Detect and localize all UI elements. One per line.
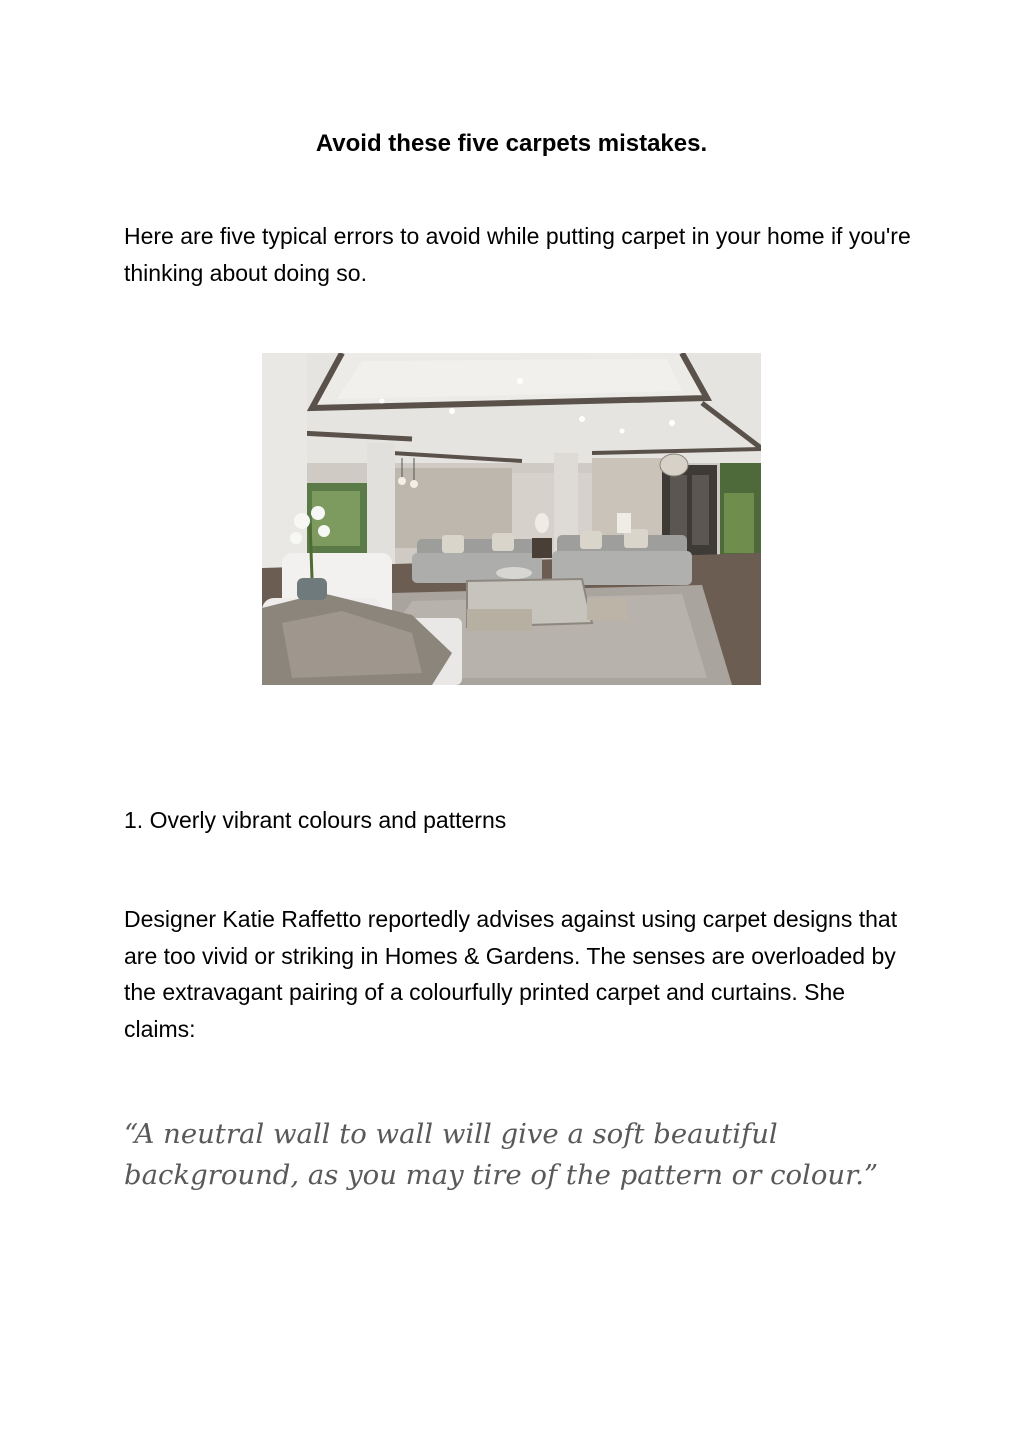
designer-quote: “A neutral wall to wall will give a soft beautiful background, as you may tire of the pattern or colour.” [124,1118,879,1191]
intro-paragraph: Here are five typical errors to avoid while putting carpet in your home if you're thinking about doing so. [124,223,911,286]
living-room-photo [262,353,761,685]
document-title: Avoid these five carpets mistakes. [315,130,708,157]
section-body: Designer Katie Raffetto reportedly advises against using carpet designs that are too vivid or striking in Homes & Gardens. The senses are overloaded by the extravagant pairing of a colourfully printed carpet and curtains. She claims: [124,906,898,1042]
section-heading: 1. Overly vibrant colours and patterns [124,807,507,833]
